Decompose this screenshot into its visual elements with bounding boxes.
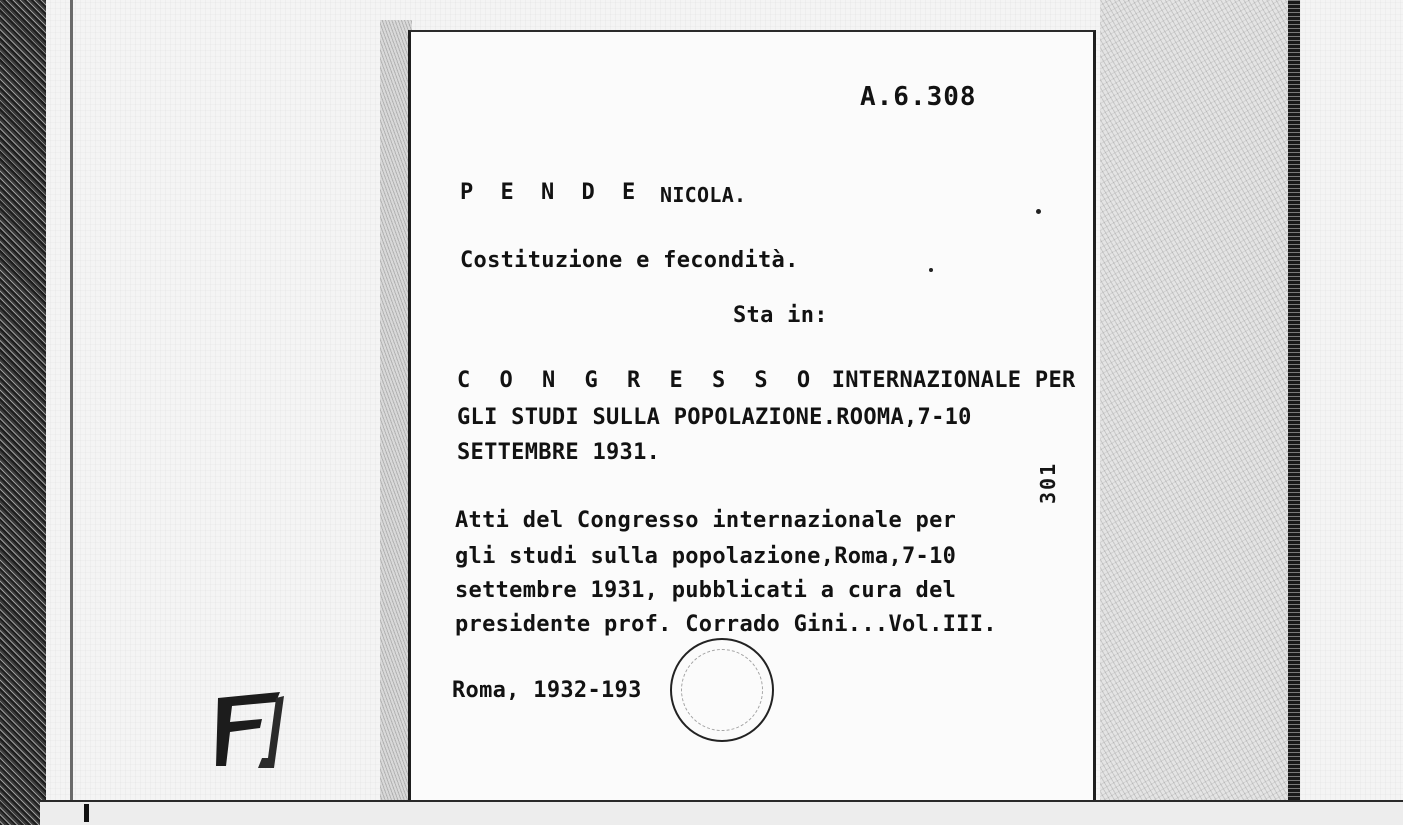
- author-given-name: NICOLA.: [660, 183, 747, 207]
- author-surname: P E N D E: [460, 180, 643, 205]
- ink-speck: [929, 268, 933, 272]
- catalog-number: A.6.308: [860, 82, 977, 112]
- side-number: 301: [1036, 461, 1060, 504]
- scan-bottom-mark: [84, 804, 89, 822]
- congress-line: [457, 405, 972, 430]
- right-scan-edge: [1288, 0, 1300, 800]
- left-scan-line: [70, 0, 73, 800]
- left-scan-edge: [0, 0, 46, 825]
- congress-line-text: INTERNAZIONALE PER: [818, 368, 1076, 393]
- congress-word: C O N G R E S S O: [457, 368, 819, 393]
- atti-line: settembre 1931, pubblicati a cura del: [455, 578, 957, 603]
- work-title: Costituzione e fecondità.: [460, 248, 799, 273]
- stamp-inner-ring: [681, 649, 763, 731]
- congress-line-text: GLI STUDI SULLA POPOLAZIONE.ROOMA,7-10: [457, 405, 972, 430]
- circular-stamp: [670, 638, 774, 742]
- atti-line: Atti del Congresso internazionale per: [455, 508, 957, 533]
- sta-in-label: Sta in:: [733, 303, 828, 328]
- ink-speck: [1036, 209, 1041, 214]
- scan-bottom-edge: [40, 800, 1403, 825]
- congress-line-text: SETTEMBRE 1931.: [457, 440, 661, 465]
- atti-line: presidente prof. Corrado Gini...Vol.III.: [455, 612, 997, 637]
- right-scan-shadow: [1100, 0, 1295, 800]
- margin-letter-f-mark: [210, 688, 290, 772]
- place-date: Roma, 1932-193: [452, 678, 642, 703]
- congress-line: [457, 440, 660, 465]
- congress-line: [457, 368, 1076, 393]
- atti-line: gli studi sulla popolazione,Roma,7-10: [455, 544, 957, 569]
